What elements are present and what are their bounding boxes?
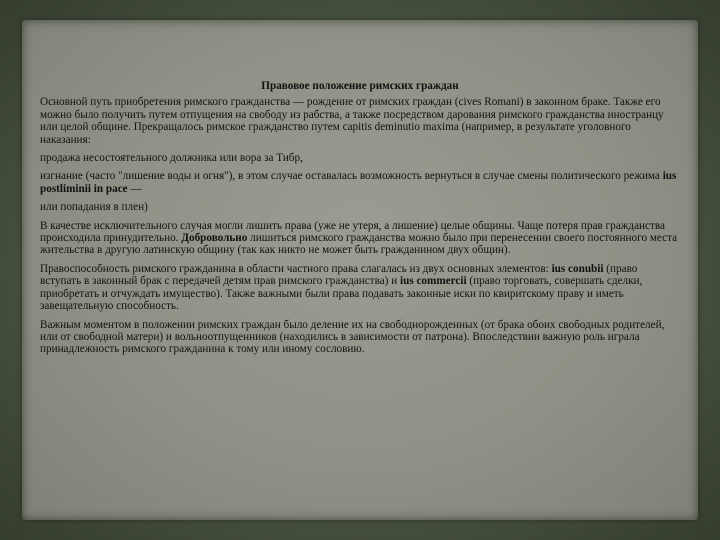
paragraph-5-text: В качестве исключительного случая могли лишить права (уже не утеря, а лишение) целые общины. Чаще потеря прав гражданства происходила принудительно. [40,219,665,245]
paragraph-5-tail: лишиться римского гражданства можно было при перенесении своего постоянного места жительства в другую латинскую общину (так как никто не может быть гражданином двух общин). [40,232,678,257]
paragraph-6-text-b: (право вступать в законный брак с передачей детям прав римского гражданства) и [40,262,638,288]
paragraph-6-term-commercii: ius commercii [399,275,467,288]
paragraph-7: Важным моментом в положении римских граждан было деление их на свободнорожденных (от брака обоих свободных родителей, или от свободной матери) и вольноотпущенников (находились в зависимости от патрона). Впоследствии важную роль играла принадлежность римского гражданина к тому или иному сословию. [40,318,665,356]
paragraph-3-tail: — [127,182,142,195]
paragraph-2: продажа несостоятельного должника или вора за Тибр, [40,152,303,165]
paragraph-6-text-c: (право торговать, совершать сделки, приобретать и отчуждать имущество). Также важными были права подавать законные иски по квиритскому праву и иметь завещательную способность. [40,275,643,313]
paragraph-6-term-conubii: ius conubii [551,262,604,275]
paragraph-5 [40,220,680,257]
slide-text [40,80,680,362]
paragraph-5-term: Добровольно [181,232,248,245]
paragraph-3-term: ius postliminii in pace [40,170,677,195]
paragraph-3-text: изгнание (часто "лишение воды и огня"), в этом случае оставалась возможность вернуться в случае смены политического режима [40,170,663,183]
paragraph-1: Основной путь приобретения римского гражданства — рождение от римских граждан (cives Romani) в законном браке. Также его можно было получить путем отпущения на свободу из рабства, а также посредством дарования римского гражданства иностранцу или целой общине. Прекращалось римское гражданство путем capitis deminutio maxima (например, в результате уголовного наказания: [40,96,664,146]
paragraph-4: или попадания в плен) [40,201,148,214]
paragraph-6 [40,263,680,313]
paragraph-3 [40,170,680,195]
paragraph-6-text-a: Правоспособность римского гражданина в области частного права слагалась из двух основных элементов: [40,262,552,275]
slide-title: Правовое положение римских граждан [261,80,459,92]
